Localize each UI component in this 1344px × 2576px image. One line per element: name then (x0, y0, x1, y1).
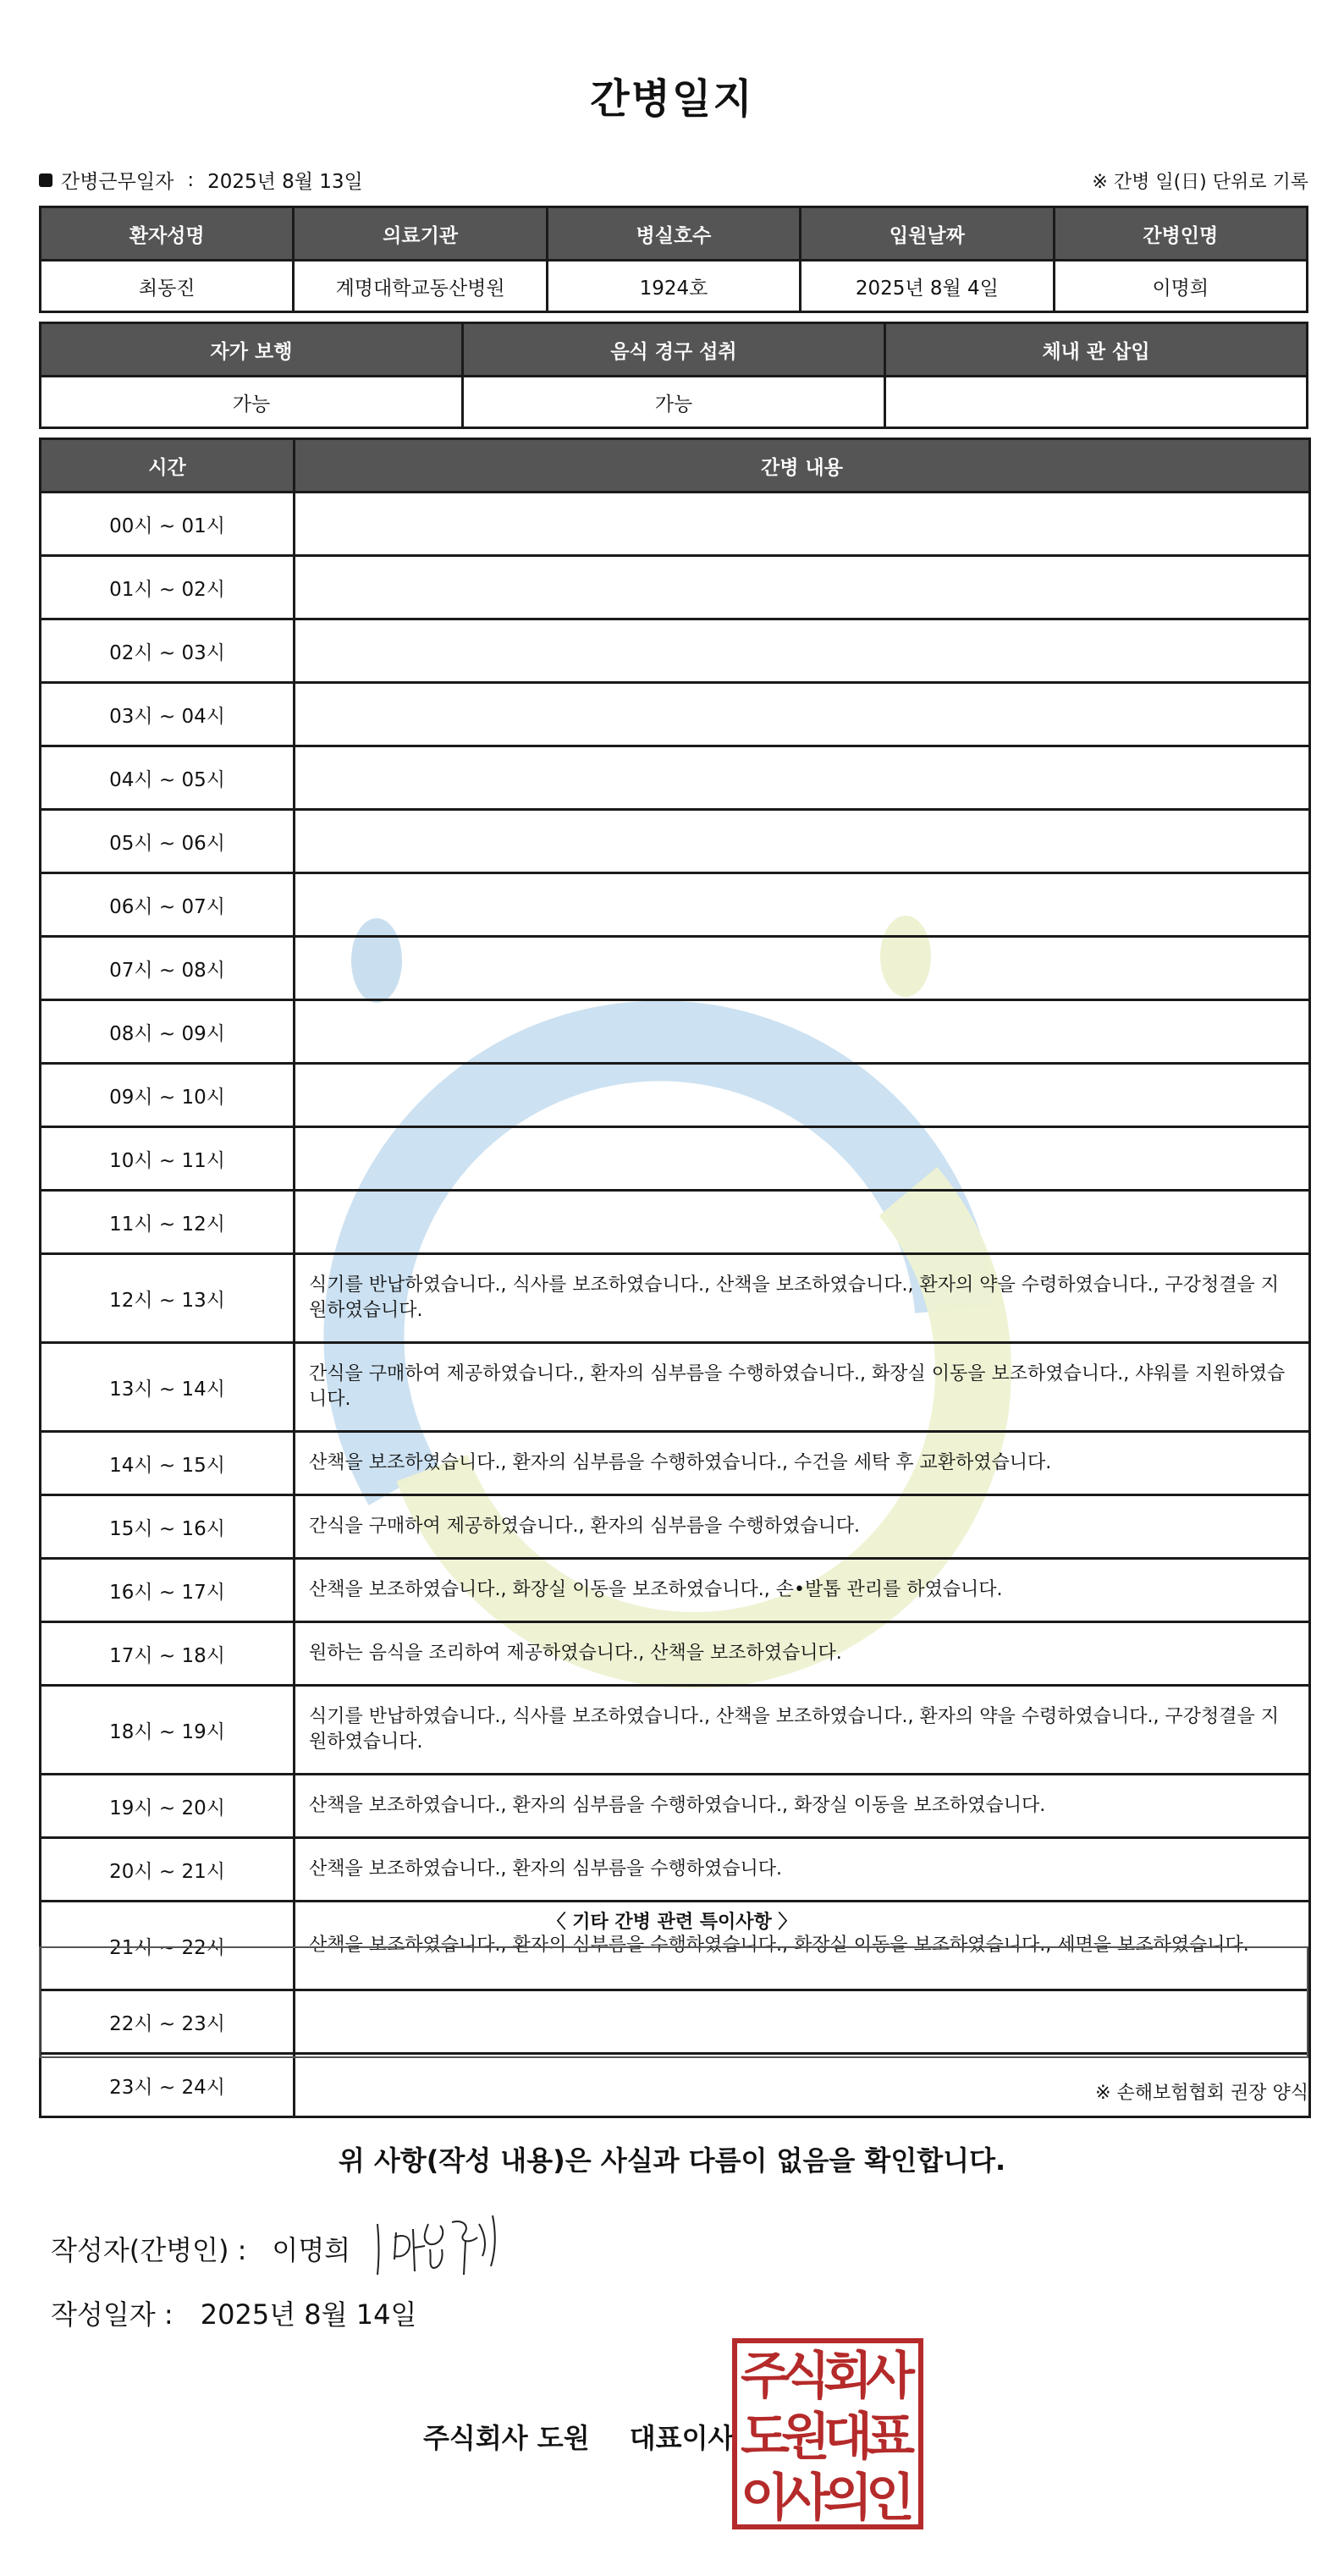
care-log-content (295, 1127, 1310, 1191)
writer-row (51, 2229, 350, 2268)
care-log-content (295, 493, 1310, 556)
svg-text:사: 사 (866, 2347, 915, 2406)
care-log-time: 22시 ~ 23시 (41, 1990, 295, 2054)
care-log-time: 04시 ~ 05시 (41, 746, 295, 810)
work-date-label: 간병근무일자 (61, 171, 174, 193)
care-log-time: 03시 ~ 04시 (41, 683, 295, 746)
room-number: 1924호 (547, 261, 800, 312)
care-log-time: 23시 ~ 24시 (41, 2054, 295, 2117)
page-title: 간병일지 (590, 75, 754, 123)
care-log-content: 간식을 구매하여 제공하였습니다., 환자의 심부름을 수행하였습니다. (295, 1495, 1310, 1559)
header-tube-insertion: 체내 관 삽입 (885, 323, 1308, 377)
patient-status-value-row (41, 377, 1308, 428)
care-log-content (295, 937, 1310, 1000)
care-log-time: 06시 ~ 07시 (41, 873, 295, 937)
care-log-content: 식기를 반납하였습니다., 식사를 보조하였습니다., 산책을 보조하였습니다., 환자의 약을 수령하였습니다., 구강청결을 지원하였습니다. (295, 1686, 1310, 1775)
care-log-row (41, 1191, 1310, 1254)
notes-box (39, 1946, 1308, 2058)
company-name: 주식회사 도원 (423, 2422, 590, 2454)
care-log-row (41, 873, 1310, 937)
care-log-row (41, 1432, 1310, 1495)
care-log-time: 12시 ~ 13시 (41, 1254, 295, 1343)
care-log-time: 18시 ~ 19시 (41, 1686, 295, 1775)
header-room-number: 병실호수 (547, 207, 800, 261)
care-log-content (295, 1191, 1310, 1254)
care-log-content (295, 810, 1310, 873)
notes-title: 〈 기타 간병 관련 특이사항 〉 (547, 1912, 797, 1933)
care-log-row (41, 493, 1310, 556)
written-date-label: 작성일자 : (51, 2298, 174, 2331)
care-log-time: 05시 ~ 06시 (41, 810, 295, 873)
svg-text:식: 식 (781, 2347, 830, 2406)
care-log-content: 식기를 반납하였습니다., 식사를 보조하였습니다., 산책을 보조하였습니다., 환자의 약을 수령하였습니다., 구강청결을 지원하였습니다. (295, 1254, 1310, 1343)
patient-info-table (39, 206, 1308, 313)
hospital-name: 계명대학교동산병원 (294, 261, 547, 312)
work-date-row (39, 166, 363, 194)
care-log-content: 산책을 보조하였습니다., 환자의 심부름을 수행하였습니다., 화장실 이동을 보조하였습니다. (295, 1775, 1310, 1838)
admission-date: 2025년 8월 4일 (801, 261, 1054, 312)
care-log-time: 11시 ~ 12시 (41, 1191, 295, 1254)
care-log-row (41, 556, 1310, 619)
care-log-row (41, 937, 1310, 1000)
header-admission-date: 입원날짜 (801, 207, 1054, 261)
care-log-content: 산책을 보조하였습니다., 환자의 심부름을 수행하였습니다. (295, 1838, 1310, 1902)
care-log-row (41, 1000, 1310, 1064)
svg-text:사: 사 (781, 2469, 830, 2528)
handwritten-signature (369, 2207, 521, 2283)
care-log-row (41, 1254, 1310, 1343)
company-seal-stamp (731, 2337, 924, 2530)
care-log-row (41, 619, 1310, 683)
header-care-content: 간병 내용 (295, 439, 1310, 493)
care-log-content: 산책을 보조하였습니다., 화장실 이동을 보조하였습니다., 손•발톱 관리를 하였습니다. (295, 1559, 1310, 1622)
company-role: 대표이사 (629, 2422, 735, 2454)
care-log-table (39, 438, 1311, 2118)
care-log-body (41, 493, 1310, 2117)
care-log-time: 15시 ~ 16시 (41, 1495, 295, 1559)
care-log-row (41, 1775, 1310, 1838)
care-log-row (41, 1838, 1310, 1902)
svg-text:대: 대 (823, 2408, 873, 2467)
care-log-time: 19시 ~ 20시 (41, 1775, 295, 1838)
care-log-content (295, 619, 1310, 683)
care-log-content: 산책을 보조하였습니다., 환자의 심부름을 수행하였습니다., 화장실 이동을 보조하였습니다., 세면을 보조하였습니다. (295, 1902, 1310, 1990)
written-date-row (51, 2293, 416, 2332)
work-date-separator: : (187, 168, 195, 191)
care-log-content (295, 556, 1310, 619)
recommendation-note: ※ 손해보험협회 권장 양식 (1095, 2083, 1308, 2104)
svg-text:회: 회 (823, 2347, 873, 2406)
self-walking-value: 가능 (41, 377, 463, 428)
care-log-row (41, 746, 1310, 810)
care-log-time: 14시 ~ 15시 (41, 1432, 295, 1495)
care-log-time: 20시 ~ 21시 (41, 1838, 295, 1902)
care-log-header-row (41, 439, 1310, 493)
care-log-time: 21시 ~ 22시 (41, 1902, 295, 1990)
care-log-content (295, 746, 1310, 810)
unit-note: ※ 간병 일(日) 단위로 기록 (1092, 172, 1308, 193)
written-date-value: 2025년 8월 14일 (200, 2298, 417, 2331)
patient-name: 최동진 (41, 261, 294, 312)
care-log-row (41, 1495, 1310, 1559)
svg-text:표: 표 (866, 2408, 915, 2467)
work-date-value: 2025년 8월 13일 (207, 171, 363, 193)
caregiver-name: 이명희 (1054, 261, 1307, 312)
header-patient-name: 환자성명 (41, 207, 294, 261)
tube-insertion-value (885, 377, 1308, 428)
confirmation-statement: 위 사항(작성 내용)은 사실과 다름이 없음을 확인합니다. (338, 2144, 1006, 2177)
care-log-row (41, 1064, 1310, 1127)
care-log-time: 07시 ~ 08시 (41, 937, 295, 1000)
svg-text:인: 인 (866, 2469, 915, 2528)
care-log-time: 13시 ~ 14시 (41, 1343, 295, 1432)
care-log-row (41, 1559, 1310, 1622)
care-log-time: 08시 ~ 09시 (41, 1000, 295, 1064)
header-oral-intake: 음식 경구 섭취 (463, 323, 885, 377)
patient-status-table (39, 322, 1308, 429)
square-bullet-icon (39, 173, 52, 187)
svg-text:의: 의 (823, 2469, 873, 2528)
care-log-content (295, 873, 1310, 937)
svg-text:도: 도 (741, 2408, 790, 2467)
svg-text:원: 원 (781, 2408, 830, 2467)
care-log-time: 01시 ~ 02시 (41, 556, 295, 619)
oral-intake-value: 가능 (463, 377, 885, 428)
care-log-content (295, 1000, 1310, 1064)
care-log-time: 17시 ~ 18시 (41, 1622, 295, 1686)
svg-text:이: 이 (741, 2469, 790, 2528)
header-caregiver-name: 간병인명 (1054, 207, 1307, 261)
writer-label: 작성자(간병인) : (51, 2234, 247, 2266)
care-log-content (295, 1064, 1310, 1127)
company-signature-line (423, 2417, 734, 2456)
svg-text:주: 주 (741, 2347, 790, 2406)
care-log-row (41, 1686, 1310, 1775)
care-log-time: 16시 ~ 17시 (41, 1559, 295, 1622)
care-log-time: 09시 ~ 10시 (41, 1064, 295, 1127)
patient-status-header-row (41, 323, 1308, 377)
patient-info-header-row (41, 207, 1308, 261)
care-log-row (41, 1343, 1310, 1432)
care-log-content: 간식을 구매하여 제공하였습니다., 환자의 심부름을 수행하였습니다., 화장실 이동을 보조하였습니다., 샤워를 지원하였습니다. (295, 1343, 1310, 1432)
writer-name: 이명희 (272, 2234, 351, 2266)
care-log-row (41, 683, 1310, 746)
care-log-row (41, 810, 1310, 873)
care-log-row (41, 1622, 1310, 1686)
care-log-time: 10시 ~ 11시 (41, 1127, 295, 1191)
care-log-time: 02시 ~ 03시 (41, 619, 295, 683)
header-hospital: 의료기관 (294, 207, 547, 261)
care-log-content: 원하는 음식을 조리하여 제공하였습니다., 산책을 보조하였습니다. (295, 1622, 1310, 1686)
care-log-content: 산책을 보조하였습니다., 환자의 심부름을 수행하였습니다., 수건을 세탁 후 교환하였습니다. (295, 1432, 1310, 1495)
care-log-content (295, 683, 1310, 746)
header-time: 시간 (41, 439, 295, 493)
header-self-walking: 자가 보행 (41, 323, 463, 377)
care-log-row (41, 1127, 1310, 1191)
patient-info-value-row (41, 261, 1308, 312)
care-log-time: 00시 ~ 01시 (41, 493, 295, 556)
